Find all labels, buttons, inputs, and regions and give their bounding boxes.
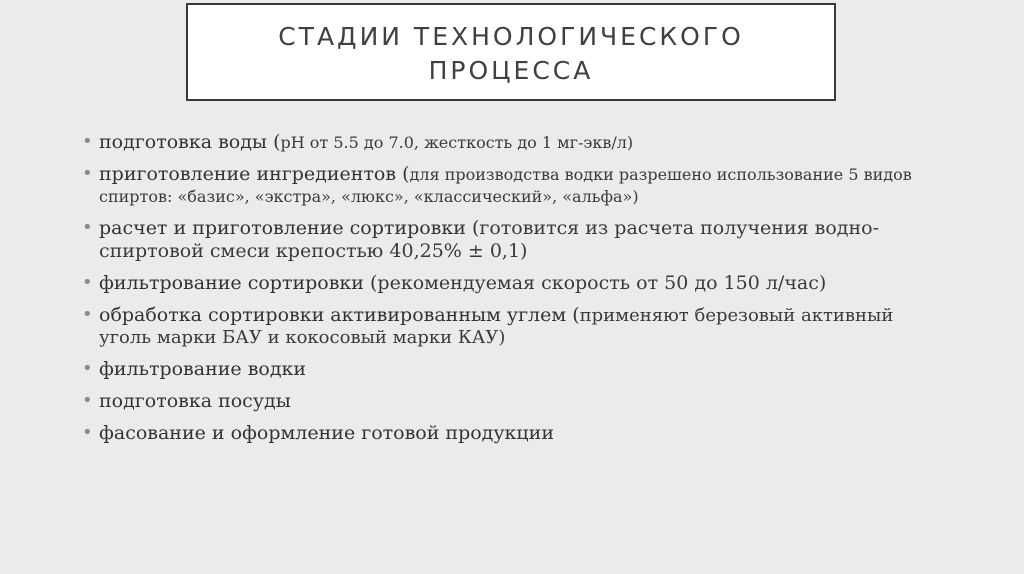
title-line-1: СТАДИИ ТЕХНОЛОГИЧЕСКОГО bbox=[278, 22, 744, 51]
item-main-text: фильтрование сортировки ( bbox=[99, 272, 378, 294]
bullet-icon: • bbox=[82, 390, 93, 411]
item-main-text: обработка сортировки активированным углем ( bbox=[99, 304, 580, 326]
bullet-icon: • bbox=[82, 131, 93, 152]
item-note-text: готовится из расчета получения водно-спиртовой смеси крепостью 40,25% ± 0,1) bbox=[99, 217, 879, 262]
slide-title bbox=[278, 16, 744, 88]
bullet-icon: • bbox=[82, 217, 93, 238]
item-note-text: для производства водки разрешено использование 5 видов спиртов: «базис», «экстра», «люкс», «классический», «альфа») bbox=[99, 165, 912, 206]
title-line-2: ПРОЦЕССА bbox=[428, 56, 594, 85]
list-item bbox=[82, 358, 942, 381]
bullet-list bbox=[82, 131, 942, 454]
bullet-icon: • bbox=[82, 304, 93, 325]
list-item bbox=[82, 272, 942, 295]
item-note-text: применяют березовый активный уголь марки БАУ и кокосовый марки КАУ) bbox=[99, 305, 894, 348]
bullet-icon: • bbox=[82, 272, 93, 293]
item-main-text: фасование и оформление готовой продукции bbox=[99, 422, 554, 444]
list-item bbox=[82, 163, 942, 208]
bullet-icon: • bbox=[82, 358, 93, 379]
item-main-text: фильтрование водки bbox=[99, 358, 307, 380]
list-item bbox=[82, 422, 942, 445]
list-item bbox=[82, 217, 942, 263]
item-note-text: pH от 5.5 до 7.0, жесткость до 1 мг-экв/л) bbox=[280, 133, 634, 152]
bullet-icon: • bbox=[82, 163, 93, 184]
item-main-text: подготовка посуды bbox=[99, 390, 291, 412]
item-note-text: рекомендуемая скорость от 50 до 150 л/час) bbox=[377, 272, 827, 294]
bullet-icon: • bbox=[82, 422, 93, 443]
title-box bbox=[186, 3, 836, 101]
item-main-text: подготовка воды ( bbox=[99, 131, 281, 153]
item-main-text: расчет и приготовление сортировки ( bbox=[99, 217, 480, 239]
item-main-text: приготовление ингредиентов ( bbox=[99, 163, 410, 185]
list-item bbox=[82, 131, 942, 154]
list-item bbox=[82, 304, 942, 349]
list-item bbox=[82, 390, 942, 413]
